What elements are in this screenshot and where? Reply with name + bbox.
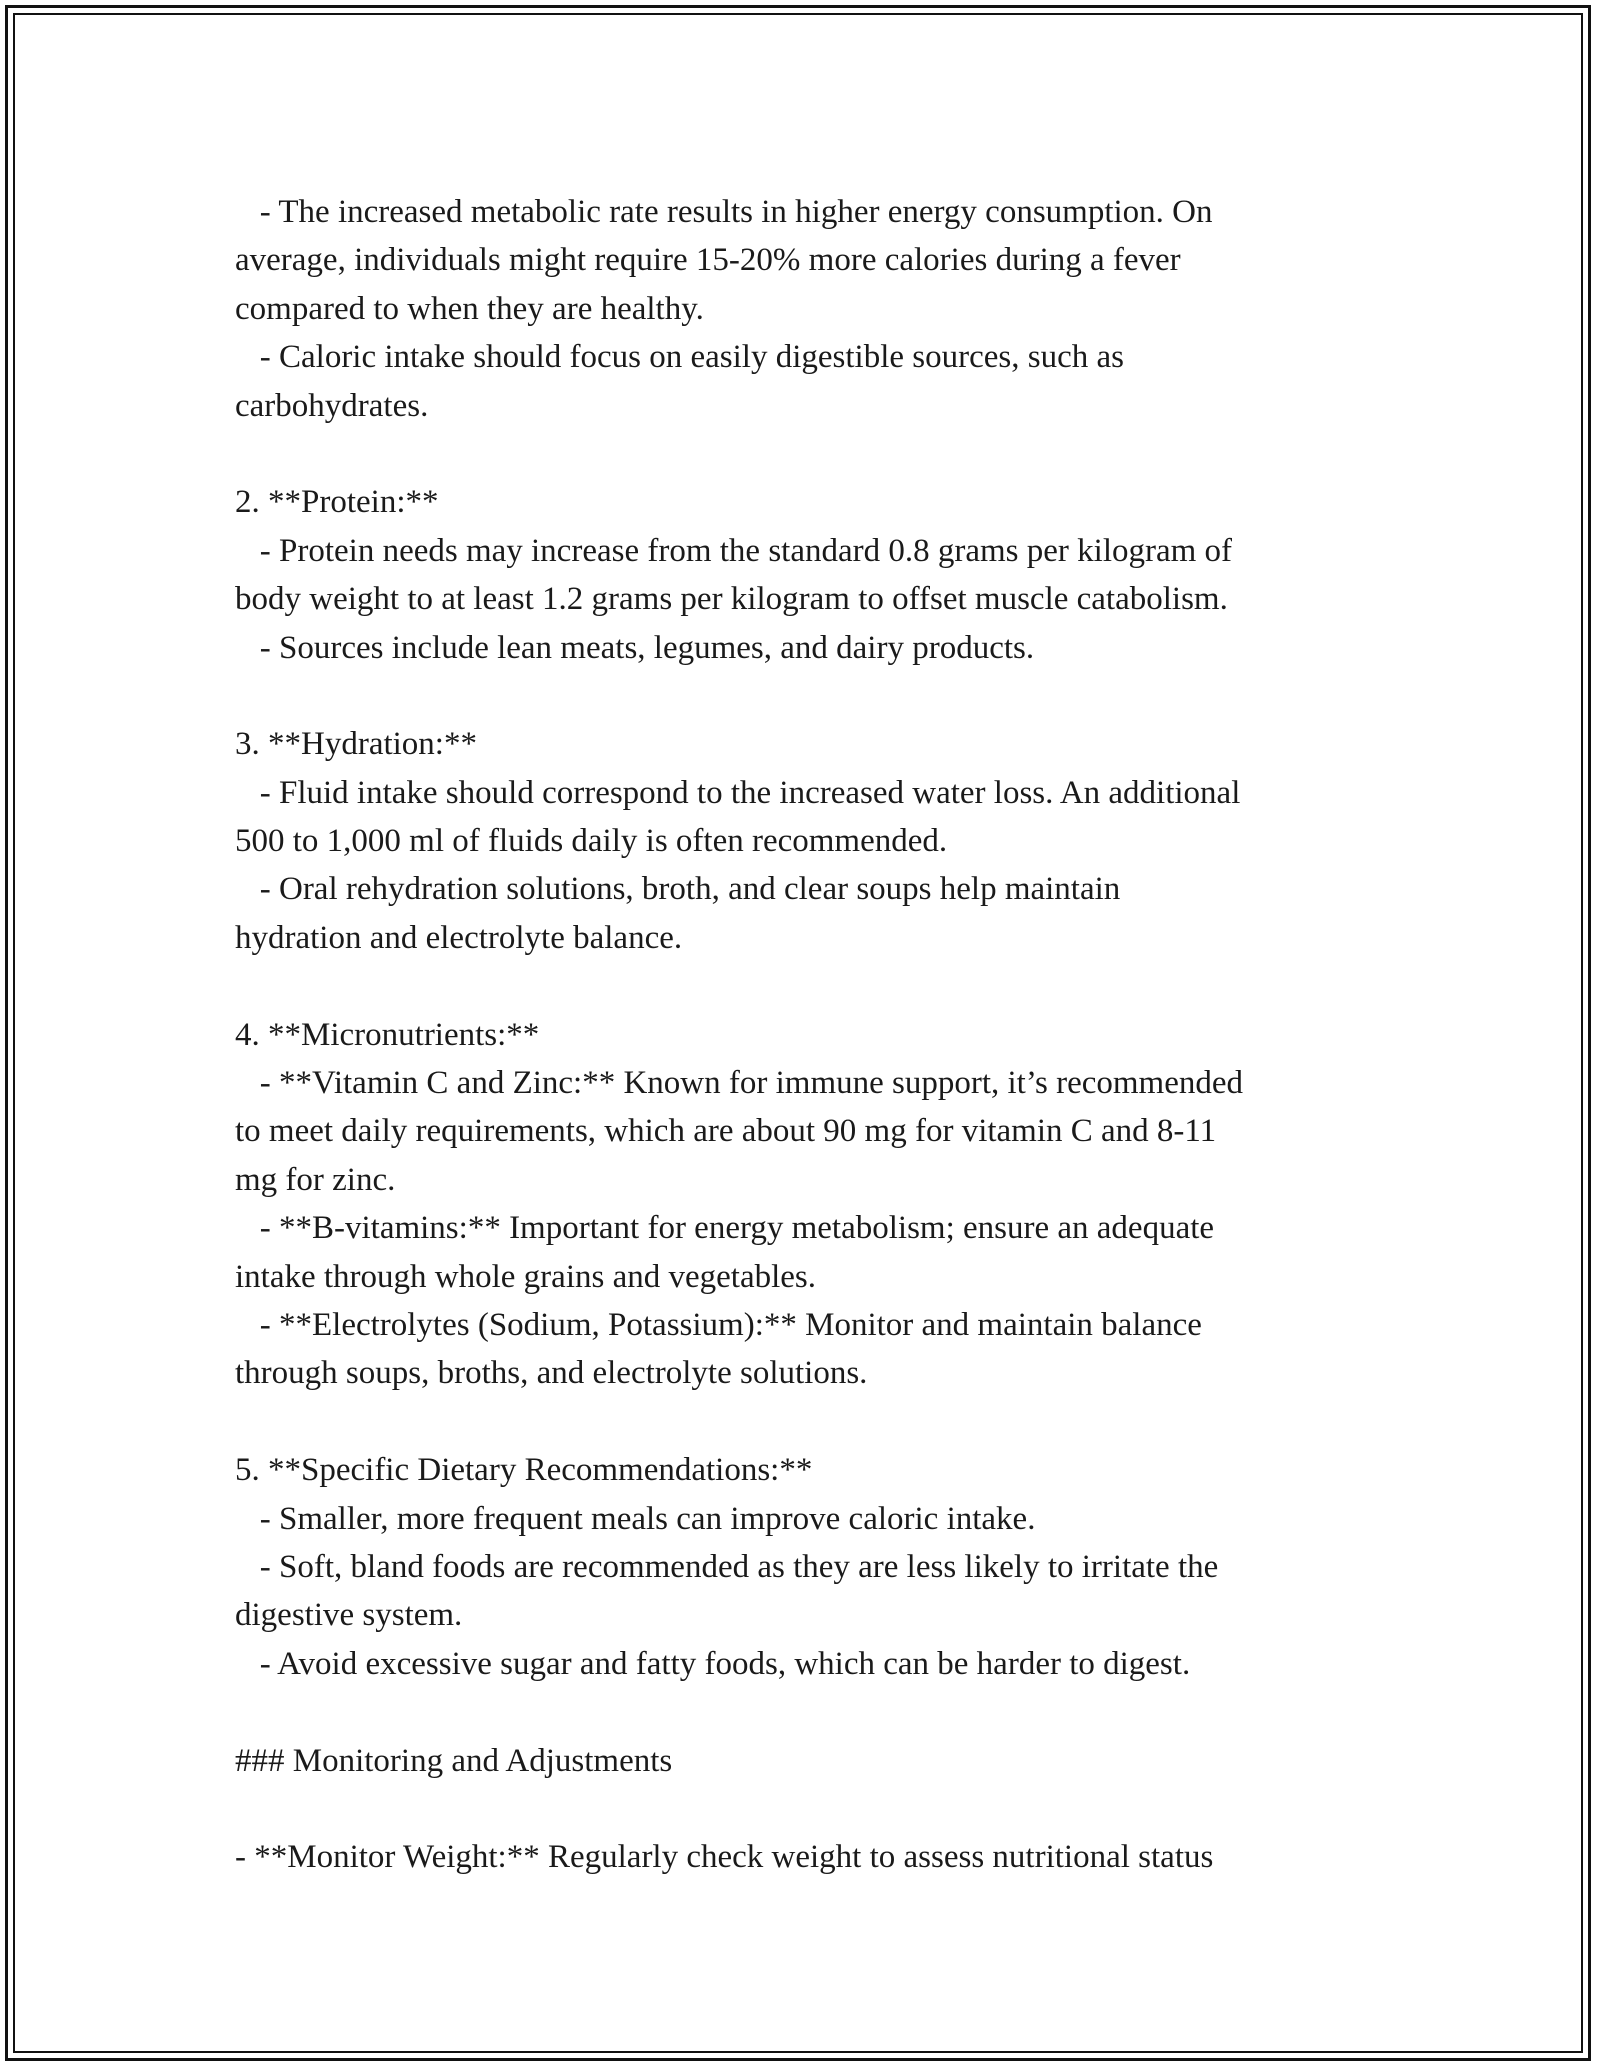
- text-line: - The increased metabolic rate results in higher energy consumption. On: [235, 194, 1213, 230]
- text-line: - **Vitamin C and Zinc:** Known for immune support, it’s recommended: [235, 1065, 1244, 1102]
- section-heading-dietary: 5. **Specific Dietary Recommendations:**: [235, 1452, 813, 1489]
- text-line: intake through whole grains and vegetables.: [235, 1258, 816, 1295]
- text-line: - Protein needs may increase from the standard 0.8 grams per kilogram of: [235, 532, 1233, 569]
- blank-line: [235, 962, 1385, 1010]
- text-line: body weight to at least 1.2 grams per kilogram to offset muscle catabolism.: [235, 581, 1228, 618]
- section-heading-hydration: 3. **Hydration:**: [235, 726, 477, 763]
- text-line: carbohydrates.: [235, 387, 429, 424]
- text-line: - Fluid intake should correspond to the increased water loss. An additional: [235, 774, 1241, 811]
- text-line: mg for zinc.: [235, 1161, 396, 1198]
- section-heading-micronutrients: 4. **Micronutrients:**: [235, 1016, 540, 1053]
- blank-line: [235, 1398, 1385, 1446]
- text-line: - Soft, bland foods are recommended as they are less likely to irritate the: [235, 1548, 1219, 1585]
- section-heading-monitoring: ### Monitoring and Adjustments: [235, 1742, 673, 1779]
- text-line: - Avoid excessive sugar and fatty foods, which can be harder to digest.: [235, 1645, 1191, 1682]
- section-heading-protein: 2. **Protein:**: [235, 484, 439, 521]
- text-line: 500 to 1,000 ml of fluids daily is often recommended.: [235, 823, 948, 860]
- text-line: through soups, broths, and electrolyte solutions.: [235, 1355, 868, 1392]
- text-line: - **Monitor Weight:** Regularly check weight to assess nutritional status: [235, 1839, 1214, 1876]
- text-line: - Sources include lean meats, legumes, and dairy products.: [235, 629, 1035, 666]
- document-body: [235, 188, 1385, 1882]
- text-line: hydration and electrolyte balance.: [235, 919, 683, 956]
- text-line: compared to when they are healthy.: [235, 290, 704, 327]
- text-line: average, individuals might require 15-20% more calories during a fever: [235, 242, 1181, 279]
- text-line: to meet daily requirements, which are about 90 mg for vitamin C and 8-11: [235, 1113, 1217, 1150]
- text-line: - **B-vitamins:** Important for energy metabolism; ensure an adequate: [235, 1210, 1215, 1247]
- blank-line: [235, 1688, 1385, 1736]
- text-line: - Caloric intake should focus on easily digestible sources, such as: [235, 339, 1124, 376]
- text-line: - Oral rehydration solutions, broth, and clear soups help maintain: [235, 871, 1121, 908]
- text-line: digestive system.: [235, 1597, 463, 1634]
- text-line: - Smaller, more frequent meals can improve caloric intake.: [235, 1500, 1036, 1537]
- blank-line: [235, 430, 1385, 478]
- blank-line: [235, 672, 1385, 720]
- text-line: - **Electrolytes (Sodium, Potassium):** Monitor and maintain balance: [235, 1306, 1202, 1343]
- blank-line: [235, 1785, 1385, 1833]
